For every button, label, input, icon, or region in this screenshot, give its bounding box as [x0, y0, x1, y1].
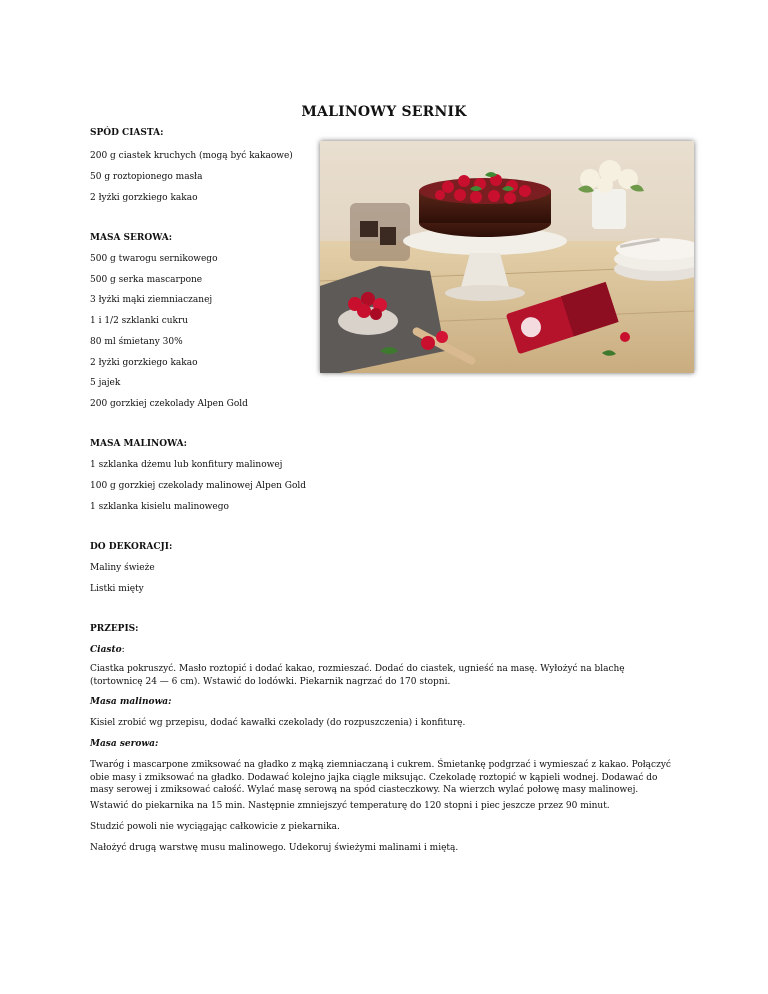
section-heading-spod: SPÓD CIASTA: [90, 128, 164, 138]
ingredient-item: 200 g ciastek kruchych (mogą być kakaowe) [90, 151, 293, 161]
ciasto-label-colon: : [121, 645, 125, 655]
ingredient-item: 500 g twarogu sernikowego [90, 254, 218, 264]
malinowa-instructions: Kisiel zrobić wg przepisu, dodać kawałki czekolady (do rozpuszczenia) i konfiturę. [90, 718, 466, 728]
ingredient-item: Listki mięty [90, 584, 144, 594]
ingredient-item: 200 gorzkiej czekolady Alpen Gold [90, 399, 248, 409]
ingredient-item: 2 łyżki gorzkiego kakao [90, 358, 198, 368]
serowa-label: Masa serowa: [90, 739, 159, 749]
cheesecake-photo-illustration [320, 141, 694, 373]
ingredient-item: Maliny świeże [90, 563, 155, 573]
malinowa-label: Masa malinowa: [90, 697, 172, 707]
ingredient-item: 1 i 1/2 szklanki cukru [90, 316, 189, 326]
ciasto-instructions: Ciastka pokruszyć. Masło roztopić i dodać kakao, rozmieszać. Dodać do ciastek, ugnieść na masę. Wyłożyć na blachę (tortownicę 24 — 6 cm). Wstawić do lodówki. Piekarnik nagrzać do 170 stopni. [90, 664, 625, 687]
cooling-step: Studzić powoli nie wyciągając całkowicie z piekarnika. [90, 822, 340, 832]
ingredient-item: 80 ml śmietany 30% [90, 337, 183, 347]
ingredient-item: 100 g gorzkiej czekolady malinowej Alpen Gold [90, 481, 307, 491]
section-heading-serowa: MASA SEROWA: [90, 233, 173, 243]
ciasto-label-text: Ciasto [90, 645, 122, 655]
serowa-instructions: Twaróg i mascarpone zmiksować na gładko z mąką ziemniaczaną i cukrem. Śmietankę podgrzać i wymieszać z kakao. Połączyć obie masy i zmiksować na gładko. Dodawać kolejno jajka ciągle miksując. Czekoladę roztopić w kąpieli wodnej. Dodawać do masy serowej i zmiksować całość. Wylać masę serową na spód ciasteczkowy. Na wierzch wylać połowę masy malinowej. [90, 760, 671, 795]
ingredient-item: 2 łyżki gorzkiego kakao [90, 193, 198, 203]
ingredient-item: 1 szklanka kisielu malinowego [90, 502, 229, 512]
ingredient-item: 500 g serka mascarpone [90, 275, 203, 285]
ingredient-item: 50 g roztopionego masła [90, 172, 203, 182]
baking-step: Wstawić do piekarnika na 15 min. Następnie zmniejszyć temperaturę do 120 stopni i piec jeszcze przez 90 minut. [90, 801, 610, 811]
ingredient-item: 3 łyżki mąki ziemniaczanej [90, 295, 213, 305]
section-heading-malinowa: MASA MALINOWA: [90, 439, 187, 449]
decoration-step: Nałożyć drugą warstwę musu malinowego. Udekoruj świeżymi malinami i miętą. [90, 843, 459, 853]
section-heading-przepis: PRZEPIS: [90, 624, 139, 634]
cheesecake-photo [320, 141, 694, 373]
ciasto-label [90, 644, 125, 656]
section-heading-dekoracja: DO DEKORACJI: [90, 542, 173, 552]
ingredient-item: 5 jajek [90, 378, 121, 388]
ingredient-item: 1 szklanka dżemu lub konfitury malinowej [90, 460, 283, 470]
page-title: MALINOWY SERNIK [301, 104, 467, 120]
